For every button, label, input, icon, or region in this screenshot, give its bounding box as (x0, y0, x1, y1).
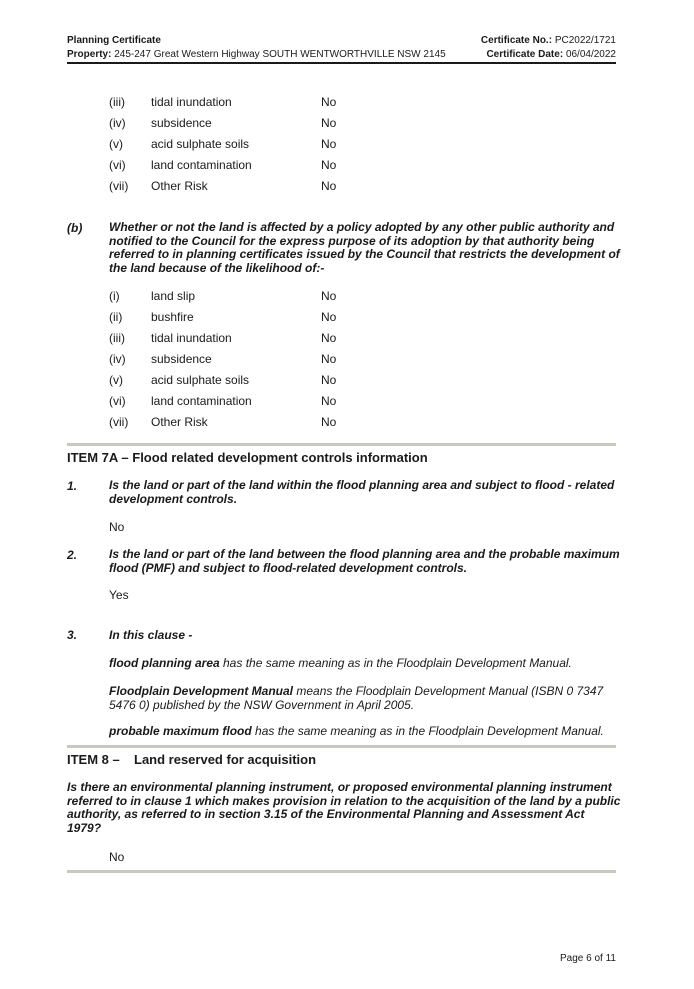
item-label: land slip (151, 289, 196, 303)
page-number: Page 6 of 11 (560, 953, 616, 964)
item-number: (vi) (109, 158, 126, 172)
definition-text: means the Floodplain Development Manual (ISBN 0 7347 5476 0) published by the NSW Government in April 2005. (109, 684, 604, 712)
definition-term: Floodplain Development Manual (109, 684, 294, 698)
item-label: land contamination (151, 158, 252, 172)
item-label: subsidence (151, 116, 212, 130)
item-number: (iii) (109, 331, 125, 345)
item-value: No (321, 158, 337, 172)
item-number: (iv) (109, 352, 126, 366)
item-value: No (321, 394, 337, 408)
item-value: No (321, 373, 337, 387)
item-number: (iv) (109, 116, 126, 130)
question-number: 1. (67, 479, 78, 493)
section-divider (67, 870, 616, 873)
section-divider (67, 745, 616, 748)
item-value: No (321, 95, 337, 109)
item-8-question: Is there an environmental planning instrument, or proposed environmental planning instrument referred to in clause 1 which makes provision in relation to the acquisition of the land by a public authority, as referred to in section 3.15 of the Environmental Planning and Assessment Act 1979? (67, 780, 621, 835)
item-number: (vii) (109, 179, 129, 193)
cert-date-value: 06/04/2022 (565, 49, 616, 60)
question-number: 2. (67, 548, 78, 562)
item-label: tidal inundation (151, 95, 232, 109)
item-number: (iii) (109, 95, 125, 109)
definition-term: probable maximum flood (109, 724, 252, 738)
item-value: No (321, 137, 337, 151)
property-value: 245-247 Great Western Highway SOUTH WENTWORTHVILLE NSW 2145 (114, 49, 446, 60)
section-b-label: (b) (67, 221, 83, 235)
property-line (67, 48, 446, 62)
item-label: Other Risk (151, 415, 208, 429)
certificate-date (486, 48, 616, 62)
item-value: No (321, 179, 337, 193)
item-label: land contamination (151, 394, 252, 408)
item-value: No (321, 331, 337, 345)
question-text: In this clause - (109, 628, 193, 642)
item-label: subsidence (151, 352, 212, 366)
item-number: (vi) (109, 394, 126, 408)
section-divider (67, 443, 616, 446)
item-value: No (321, 116, 337, 130)
item-number: (v) (109, 137, 123, 151)
item-number: (i) (109, 289, 120, 303)
item-label: bushfire (151, 310, 194, 324)
definition-text: has the same meaning as in the Floodplain Development Manual. (251, 724, 604, 738)
answer-text: Yes (109, 588, 129, 602)
item-value: No (321, 289, 337, 303)
item-number: (ii) (109, 310, 123, 324)
definition-text: has the same meaning as in the Floodplain Development Manual. (219, 656, 572, 670)
definition (109, 656, 621, 670)
item-number: (v) (109, 373, 123, 387)
question-number: 3. (67, 628, 78, 642)
header-rule (67, 62, 616, 64)
certificate-number (481, 34, 616, 48)
item-7a-heading: ITEM 7A – Flood related development controls information (67, 450, 428, 465)
item-8-number: ITEM 8 – (67, 752, 120, 767)
item-label: acid sulphate soils (151, 137, 250, 151)
answer-text: No (109, 520, 125, 534)
item-value: No (321, 415, 337, 429)
item-value: No (321, 310, 337, 324)
answer-text: No (109, 850, 125, 864)
section-b-question: Whether or not the land is affected by a policy adopted by any other public authority and notified to the Council for the express purpose of its adoption by that authority being referred to in planning certificates issued by the Council that restricts the development of the land because of the likelihood of:- (109, 220, 620, 275)
doc-title: Planning Certificate (67, 35, 161, 46)
item-8-heading: Land reserved for acquisition (134, 752, 317, 767)
question-text: Is the land or part of the land within the flood planning area and subject to flood - related development controls. (109, 478, 615, 506)
item-value: No (321, 352, 337, 366)
definition-term: flood planning area (109, 656, 220, 670)
definition (109, 684, 621, 712)
cert-date-label: Certificate Date: (486, 49, 564, 60)
item-label: Other Risk (151, 179, 208, 193)
item-label: tidal inundation (151, 331, 232, 345)
cert-no-label: Certificate No.: (480, 35, 553, 46)
property-label: Property: (67, 49, 112, 60)
item-label: acid sulphate soils (151, 373, 250, 387)
definition (109, 724, 621, 738)
item-number: (vii) (109, 415, 129, 429)
cert-no-value: PC2022/1721 (554, 35, 616, 46)
question-text: Is the land or part of the land between the flood planning area and the probable maximum flood (PMF) and subject to flood-related development controls. (109, 547, 620, 575)
